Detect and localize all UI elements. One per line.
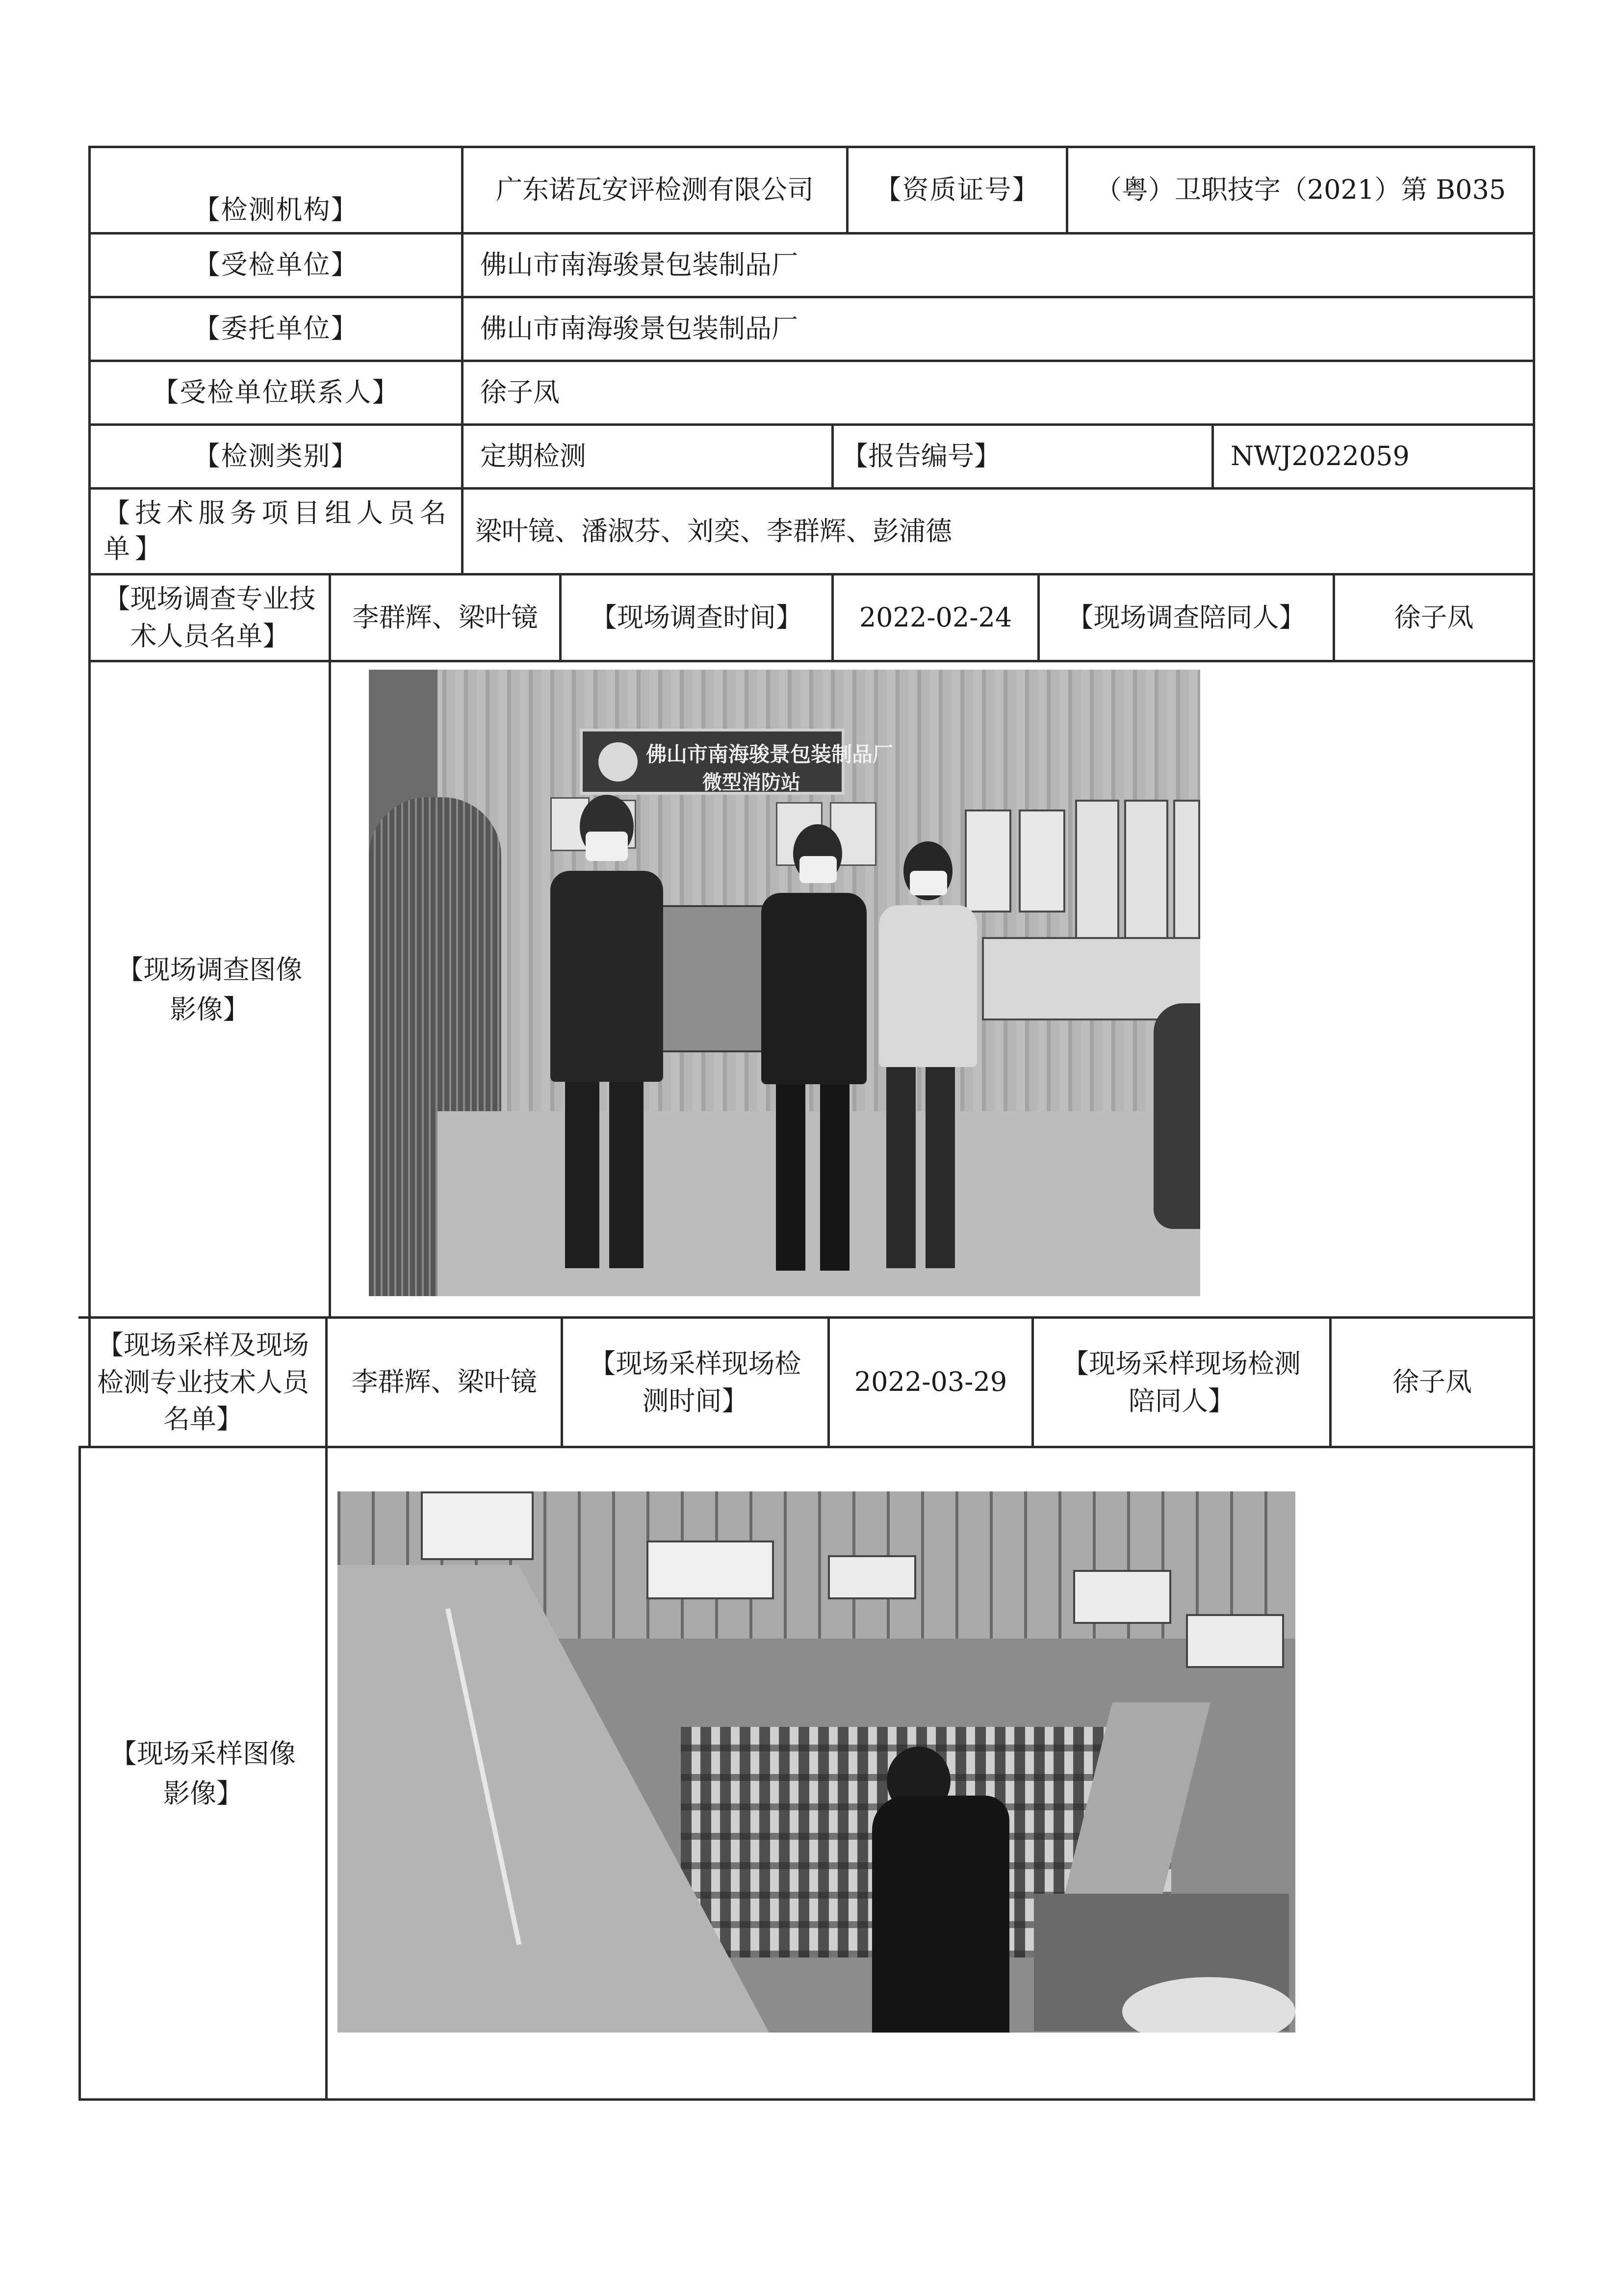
sampling-accompany-value: 徐子凤 bbox=[1392, 1366, 1472, 1398]
fire-emblem-icon bbox=[598, 742, 638, 782]
cert-label: 【资质证号】 bbox=[875, 174, 1040, 206]
test-type-value: 定期检测 bbox=[480, 441, 586, 472]
test-type-label: 【检测类别】 bbox=[193, 441, 359, 472]
inspected-unit-label: 【受检单位】 bbox=[193, 249, 359, 281]
sampling-photo bbox=[337, 1491, 1295, 2033]
survey-photo-label: 【现场调查图像影像】 bbox=[117, 954, 303, 1025]
project-team-value: 梁叶镜、潘淑芬、刘奕、李群辉、彭浦德 bbox=[475, 515, 952, 547]
sampling-accompany-label: 【现场采样现场检测陪同人】 bbox=[1062, 1348, 1301, 1416]
cert-value: （粤）卫职技字（2021）第 B035 bbox=[1095, 174, 1506, 206]
org-value: 广东诺瓦安评检测有限公司 bbox=[496, 174, 814, 206]
survey-time-label: 【现场调查时间】 bbox=[591, 601, 802, 633]
survey-staff-value: 李群辉、梁叶镜 bbox=[352, 601, 538, 633]
survey-staff-label: 【现场调查专业技术人员名单】 bbox=[103, 583, 316, 652]
site-survey-photo bbox=[369, 670, 1200, 1296]
sampling-time-value: 2022-03-29 bbox=[854, 1366, 1007, 1398]
project-team-label: 【技术服务项目组人员名单】 bbox=[103, 497, 451, 564]
sampling-time-label: 【现场采样现场检测时间】 bbox=[589, 1348, 801, 1416]
report-number-label: 【报告编号】 bbox=[842, 441, 1001, 472]
client-unit-value: 佛山市南海骏景包装制品厂 bbox=[480, 313, 798, 344]
survey-time-value: 2022-02-24 bbox=[859, 601, 1012, 633]
inspected-unit-value: 佛山市南海骏景包装制品厂 bbox=[480, 249, 798, 281]
survey-accompany-label: 【现场调查陪同人】 bbox=[1067, 601, 1306, 633]
sign-line-2: 微型消防站 bbox=[702, 771, 800, 794]
sampling-staff-label: 【现场采样及现场检测专业技术人员名单】 bbox=[97, 1330, 309, 1435]
sampling-photo-label: 【现场采样图像影像】 bbox=[110, 1738, 296, 1809]
report-number-value: NWJ2022059 bbox=[1231, 441, 1410, 472]
survey-accompany-value: 徐子凤 bbox=[1394, 601, 1474, 633]
contact-value: 徐子凤 bbox=[480, 377, 560, 408]
sampling-staff-value: 李群辉、梁叶镜 bbox=[351, 1366, 537, 1398]
client-unit-label: 【委托单位】 bbox=[193, 313, 359, 344]
org-label: 【检测机构】 bbox=[193, 194, 359, 225]
contact-label: 【受检单位联系人】 bbox=[152, 377, 400, 408]
sign-line-1: 佛山市南海骏景包装制品厂 bbox=[646, 742, 894, 766]
